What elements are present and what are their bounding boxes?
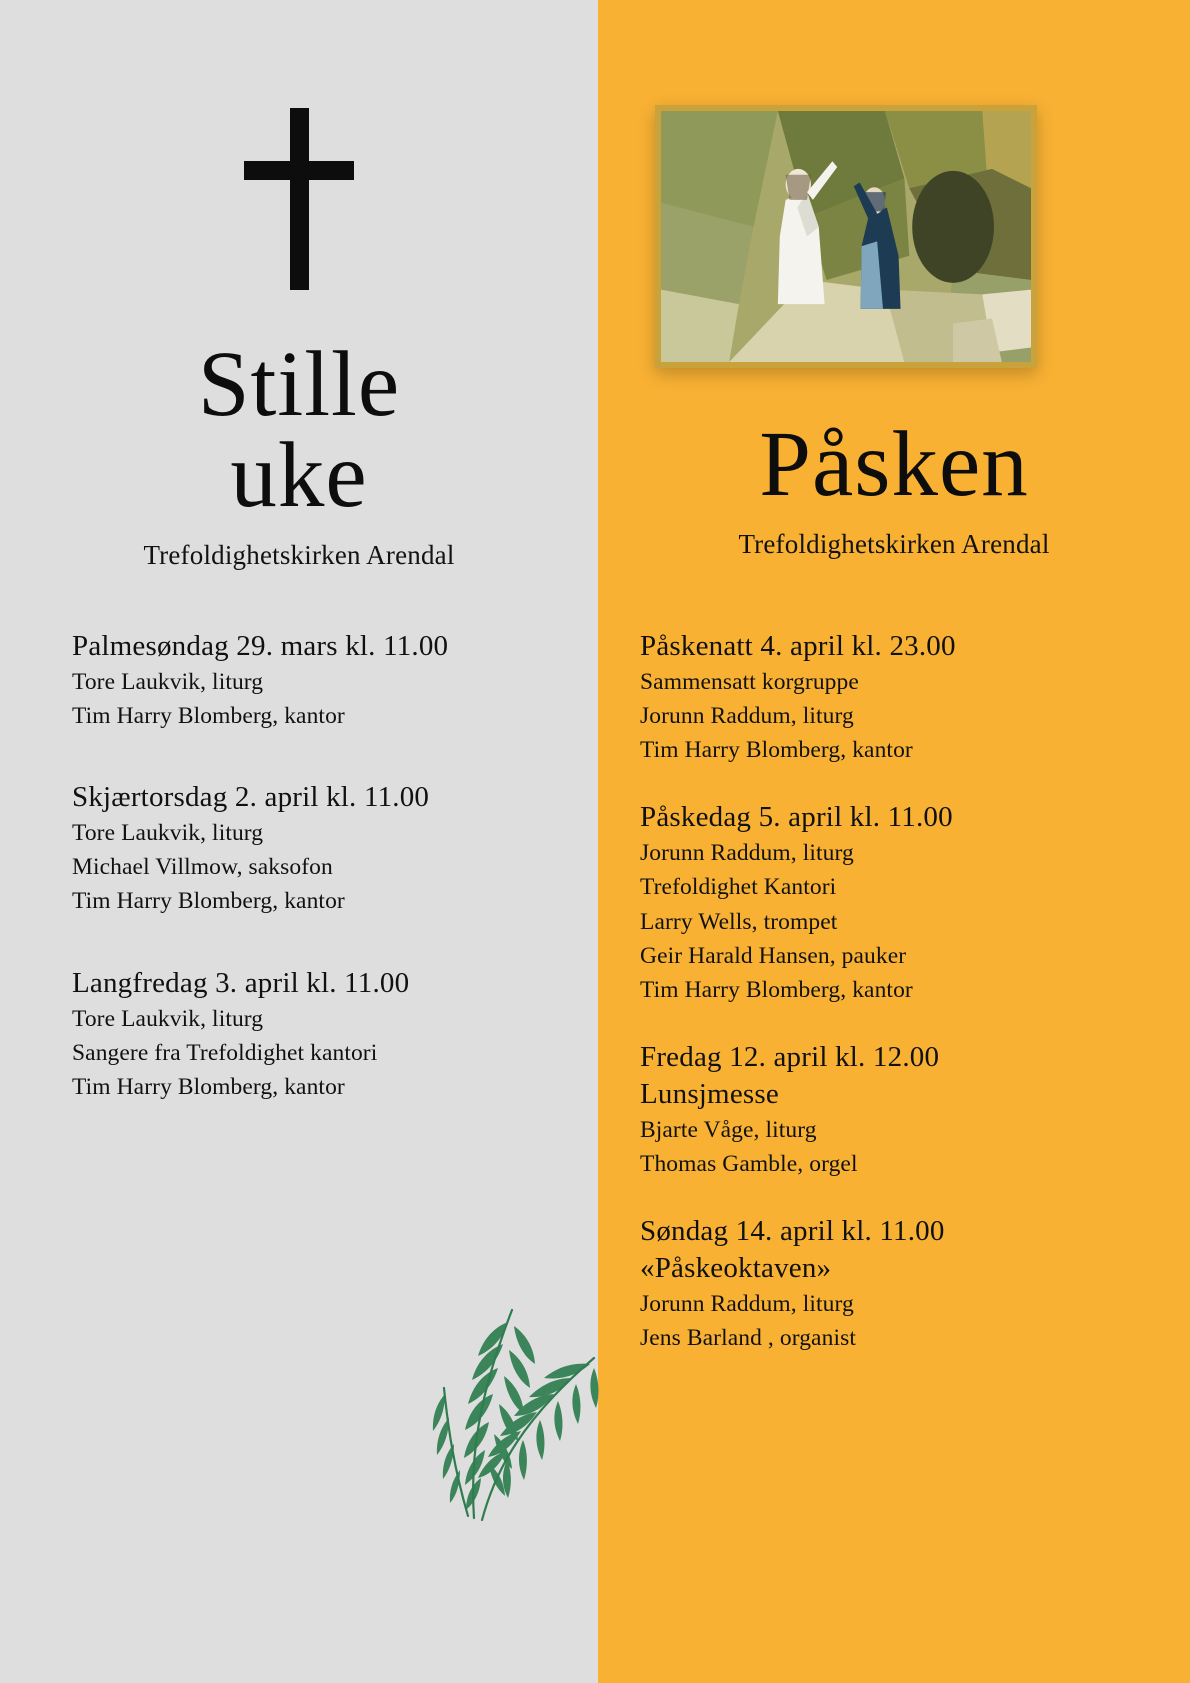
event-detail: Tore Laukvik, liturg bbox=[72, 820, 264, 847]
event-detail: Tore Laukvik, liturg bbox=[72, 669, 264, 696]
right-title: Påsken bbox=[759, 413, 1029, 516]
right-title-block bbox=[598, 413, 1190, 560]
left-title-block bbox=[0, 333, 598, 571]
event-detail: Tim Harry Blomberg, kantor bbox=[640, 737, 913, 764]
event-detail: Thomas Gamble, orgel bbox=[640, 1151, 858, 1177]
right-panel bbox=[598, 0, 1190, 1683]
cross-vertical-bar bbox=[290, 108, 309, 290]
event-detail: Jorunn Raddum, liturg bbox=[640, 1291, 854, 1318]
event-detail: Trefoldighet Kantori bbox=[640, 874, 837, 901]
event-detail: Tim Harry Blomberg, kantor bbox=[72, 888, 345, 915]
easter-painting-image bbox=[655, 105, 1037, 368]
list-item bbox=[640, 1213, 1160, 1355]
event-detail: Larry Wells, trompet bbox=[640, 908, 838, 935]
list-item bbox=[72, 779, 572, 918]
event-detail: Bjarte Våge, liturg bbox=[640, 1116, 817, 1143]
event-detail: Geir Harald Hansen, pauker bbox=[640, 942, 907, 969]
left-events-list bbox=[72, 628, 572, 1104]
cross-icon-container bbox=[0, 108, 598, 290]
list-item bbox=[640, 628, 1160, 767]
right-subtitle: Trefoldighetskirken Arendal bbox=[738, 529, 1050, 559]
right-events-list bbox=[640, 628, 1160, 1387]
event-detail: Tore Laukvik, liturg bbox=[72, 1005, 264, 1032]
event-heading: Påskedag 5. april kl. 11.00 bbox=[640, 801, 953, 834]
list-item bbox=[640, 1039, 1160, 1181]
event-detail: Tim Harry Blomberg, kantor bbox=[72, 703, 345, 730]
left-title-line2: uke bbox=[230, 424, 368, 528]
event-subheading: Lunsjmesse bbox=[640, 1077, 779, 1110]
cross-icon bbox=[244, 108, 354, 290]
list-item bbox=[72, 628, 572, 733]
event-detail: Tim Harry Blomberg, kantor bbox=[640, 976, 913, 1003]
left-title-line1: Stille bbox=[197, 333, 401, 436]
event-heading: Langfredag 3. april kl. 11.00 bbox=[72, 966, 410, 999]
left-subtitle: Trefoldighetskirken Arendal bbox=[143, 540, 455, 571]
event-detail: Michael Villmow, saksofon bbox=[72, 854, 333, 881]
list-item bbox=[72, 965, 572, 1104]
event-detail: Jorunn Raddum, liturg bbox=[640, 703, 854, 730]
event-detail: Jens Barland , organist bbox=[640, 1325, 856, 1352]
list-item bbox=[640, 799, 1160, 1006]
event-detail: Sammensatt korgruppe bbox=[640, 669, 859, 696]
cross-horizontal-bar bbox=[244, 161, 354, 180]
event-heading: Søndag 14. april kl. 11.00 bbox=[640, 1215, 945, 1248]
event-heading: Skjærtorsdag 2. april kl. 11.00 bbox=[72, 781, 430, 814]
event-detail: Tim Harry Blomberg, kantor bbox=[72, 1073, 345, 1100]
event-heading: Fredag 12. april kl. 12.00 bbox=[640, 1040, 940, 1073]
event-subheading: «Påskeoktaven» bbox=[640, 1252, 832, 1285]
event-detail: Sangere fra Trefoldighet kantori bbox=[72, 1039, 378, 1066]
easter-painting-graphic bbox=[661, 111, 1031, 362]
event-heading: Påskenatt 4. april kl. 23.00 bbox=[640, 630, 956, 662]
event-detail: Jorunn Raddum, liturg bbox=[640, 840, 854, 867]
event-heading: Palmesøndag 29. mars kl. 11.00 bbox=[72, 630, 449, 662]
